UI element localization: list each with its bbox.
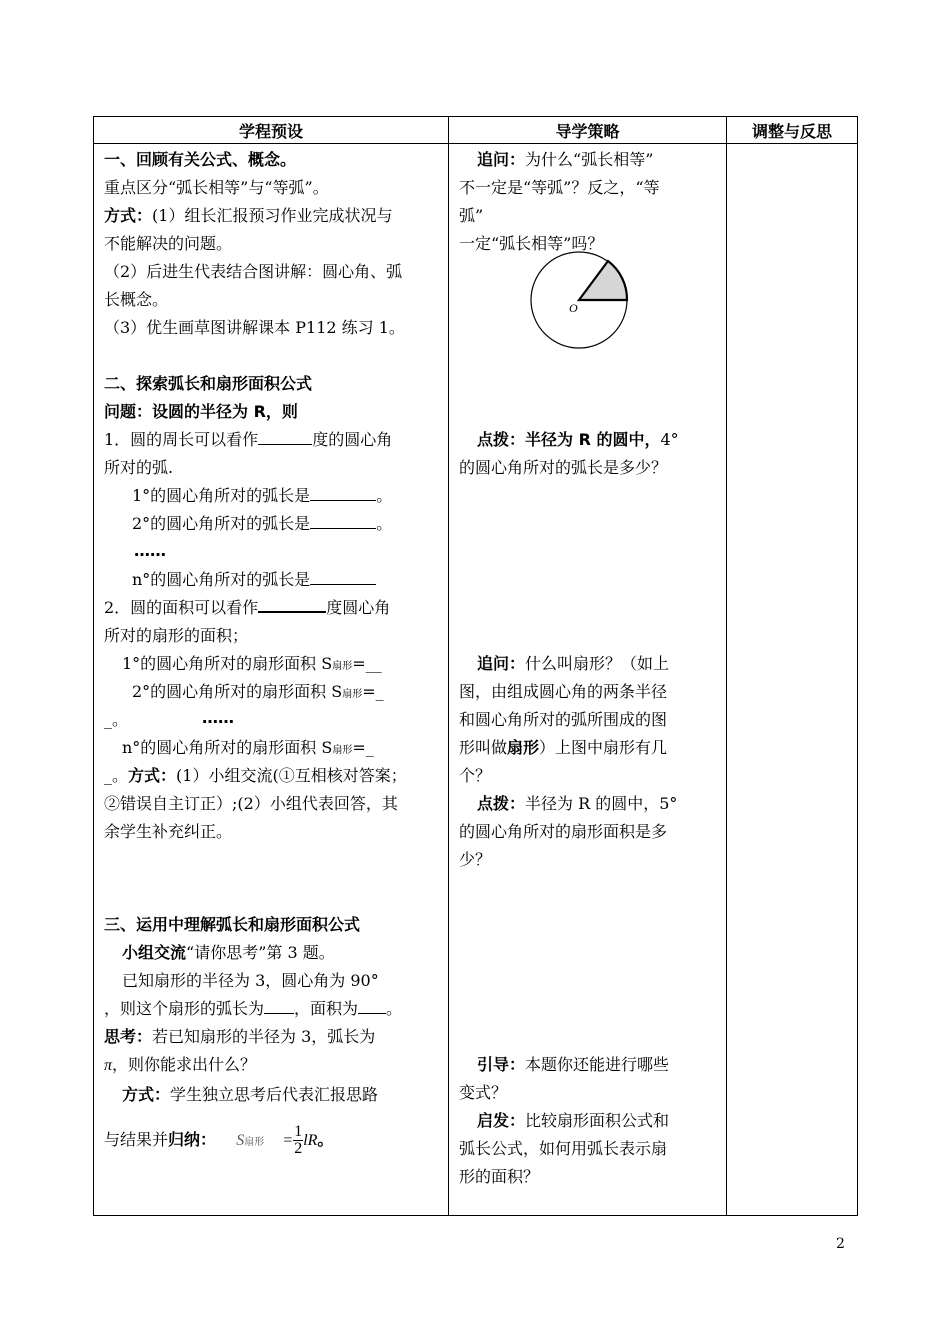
section1-line: 重点区分“弧长相等”与“等弧”。 xyxy=(104,178,329,197)
method-text: (1）组长汇报预习作业完成状况与 xyxy=(152,206,393,225)
followup-2-line: 形叫做扇形）上图中扇形有几 xyxy=(459,738,668,757)
sector-2deg: 2°的圆心角所对的扇形面积 S扇形=_ xyxy=(132,682,384,701)
blank xyxy=(358,999,386,1014)
lesson-table xyxy=(93,116,858,1216)
ellipsis: …… xyxy=(202,708,234,727)
header-adjust-reflect: 调整与反思 xyxy=(727,117,858,144)
hint-2-line: 少？ xyxy=(459,850,492,869)
followup-2-line: 和圆心角所对的弧所围成的图 xyxy=(459,710,668,729)
section3-title: 三、运用中理解弧长和扇形面积公式 xyxy=(104,915,361,934)
formula-fraction: $\frac{1}{2}$ xyxy=(294,1123,303,1157)
blank xyxy=(310,514,376,529)
method-label: 方式： xyxy=(128,766,177,785)
section2-title: 二、探索弧长和扇形面积公式 xyxy=(104,374,313,393)
section3-think-cont: π，则你能求出什么？ xyxy=(104,1055,257,1074)
section1-line: （2）后进生代表结合图讲解：圆心角、弧 xyxy=(104,262,403,281)
guide: 引导：本题你还能进行哪些 xyxy=(477,1055,670,1074)
header-row xyxy=(94,117,858,144)
ellipsis: …… xyxy=(134,541,166,560)
section3-method: 方式：学生独立思考后代表汇报思路 xyxy=(122,1085,379,1104)
section2-line: 余学生补充纠正。 xyxy=(104,822,233,841)
section3-group: 小组交流“请你思考”第 3 题。 xyxy=(122,943,335,962)
hint-2-line: 的圆心角所对的扇形面积是多 xyxy=(459,822,668,841)
hint-1-line: 的圆心角所对的弧长是多少？ xyxy=(459,458,668,477)
blank xyxy=(310,570,376,585)
section1-method xyxy=(104,205,392,227)
sector-2deg-cont: _。 xyxy=(104,710,129,729)
header-guidance-strategy: 导学策略 xyxy=(449,117,727,144)
blank xyxy=(258,430,312,445)
section2-question: 问题：设圆的半径为 R，则 xyxy=(104,402,298,421)
blank xyxy=(264,999,294,1014)
followup-1-line: 一定“弧长相等”吗？ xyxy=(459,234,604,253)
section2-line: ②错误自主订正）;(2）小组代表回答，其 xyxy=(104,794,398,813)
formula-s: S xyxy=(236,1132,245,1149)
method-label: 方式： xyxy=(104,206,153,225)
sector xyxy=(579,261,627,300)
sector-1deg: 1°的圆心角所对的扇形面积 S扇形=__ xyxy=(122,654,382,673)
section2-line: 所对的弧. xyxy=(104,458,174,477)
hint-1: 点拨：半径为 R 的圆中，4° xyxy=(477,430,679,449)
section1-line: 不能解决的问题。 xyxy=(104,234,233,253)
followup-1-line: 不一定是“等弧”？反之，“等 xyxy=(459,178,660,197)
guidance-cell xyxy=(449,144,727,1216)
followup-2-line: 个？ xyxy=(459,766,492,785)
area-line: 2．圆的面积可以看作 度圆心角 xyxy=(104,598,391,617)
inspire-line: 形的面积？ xyxy=(459,1167,540,1186)
reflection-cell xyxy=(727,144,858,1216)
section3-problem: 已知扇形的半径为 3，圆心角为 90° xyxy=(122,971,379,990)
hint-2: 点拨：半径为 R 的圆中，5° xyxy=(477,794,678,813)
section1-line: （3）优生画草图讲解课本 P112 练习 1。 xyxy=(104,318,405,337)
blank xyxy=(310,486,376,501)
followup-1: 追问：为什么“弧长相等” xyxy=(477,150,654,169)
blank xyxy=(258,597,326,613)
followup-1-line: 弧” xyxy=(459,206,484,225)
followup-2: 追问：什么叫扇形？（如上 xyxy=(477,654,670,673)
inspire-line: 弧长公式，如何用弧长表示扇 xyxy=(459,1139,668,1158)
circle-sector-figure xyxy=(527,248,631,352)
section1-line: 长概念。 xyxy=(104,290,169,309)
arc-2deg: 2°的圆心角所对的弧长是 。 xyxy=(132,514,393,533)
arc-ndeg: n°的圆心角所对的弧长是 xyxy=(132,569,376,591)
section1-title: 一、回顾有关公式、概念。 xyxy=(104,150,297,169)
inspire: 启发：比较扇形面积公式和 xyxy=(477,1111,670,1130)
section3-problem-cont: ，则这个扇形的弧长为 ，面积为 。 xyxy=(104,999,403,1018)
sector-ndeg: n°的圆心角所对的扇形面积 S扇形=_ xyxy=(122,738,374,757)
section2-line: 所对的扇形的面积； xyxy=(104,626,249,645)
section2-method: _。方式：(1）小组交流(①互相核对答案； xyxy=(104,766,407,785)
center-label: O xyxy=(569,301,578,315)
page-number: 2 xyxy=(836,1236,845,1252)
header-learning-plan: 学程预设 xyxy=(94,117,449,144)
content-row xyxy=(94,144,858,1216)
section3-think: 思考：若已知扇形的半径为 3，弧长为 xyxy=(104,1027,376,1046)
followup-2-line: 图，由组成圆心角的两条半径 xyxy=(459,682,668,701)
arc-1deg: 1°的圆心角所对的弧长是 。 xyxy=(132,486,393,505)
section3-conclusion: 与结果并归纳： S扇形 = $\frac{1}{2}$ lR。 xyxy=(104,1123,334,1157)
guide-line: 变式？ xyxy=(459,1083,508,1102)
learning-plan-cell xyxy=(94,144,449,1216)
circumference-line: 1．圆的周长可以看作 度的圆心角 xyxy=(104,430,393,449)
